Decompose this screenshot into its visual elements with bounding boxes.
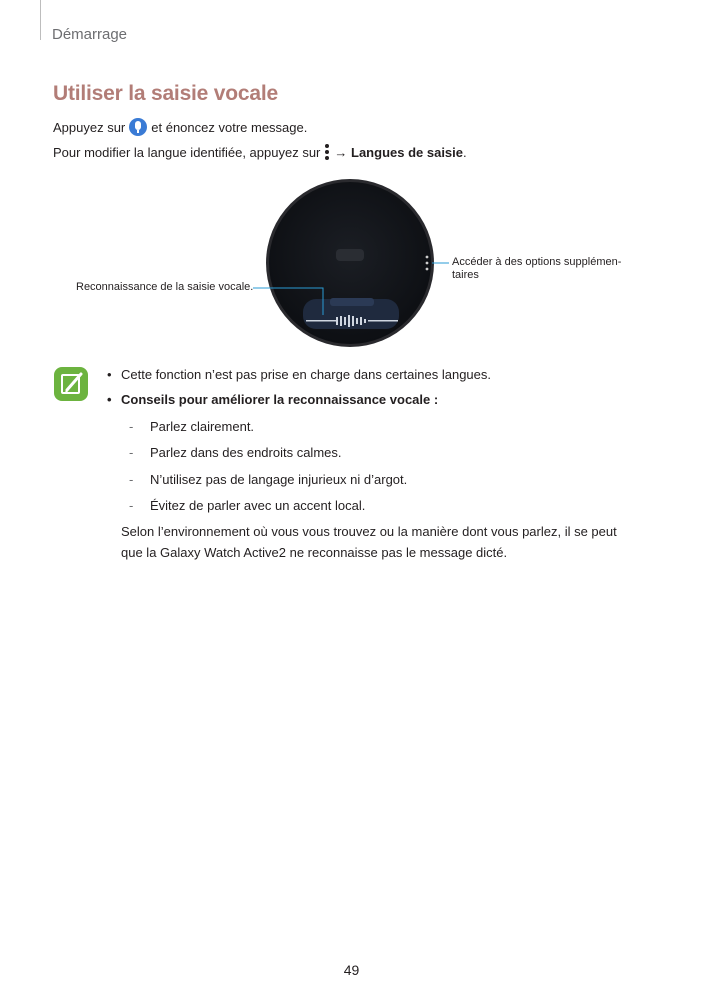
section-header: Démarrage [52,26,128,43]
more-options-icon [324,143,330,161]
tip-text: Parlez clairement. [150,419,255,434]
tip-text: N’utilisez pas de langage injurieux ni d’argot. [150,472,408,487]
note-bullet [107,392,439,407]
bullet-text: Conseils pour améliorer la reconnaissance vocale : [121,392,439,407]
period: . [463,145,467,160]
tip-item [129,419,255,434]
tip-item [129,472,408,487]
note-pencil-icon [54,367,88,401]
callout-voice-recognition: Reconnaissance de la saisie vocale. [76,281,254,293]
tip-item [129,445,342,460]
dash-symbol: - [129,472,134,487]
menu-path: Langues de saisie [351,145,464,160]
note-paragraph: Selon l’environnement où vous vous trouvez ou la manière dont vous parlez, il se peut que la Galaxy Watch Active2 ne reconnaisse pas le message dicté. [121,524,617,560]
note-bullet [107,367,492,382]
instruction-text: Pour modifier la langue identifiée, appuyez sur [53,145,321,160]
instruction-text: et énoncez votre message. [151,120,308,135]
callout-line: taires [452,269,479,281]
callout-more-options [452,256,642,282]
voice-input-highlight [330,298,374,306]
microphone-icon [129,118,147,136]
instruction-line-1 [53,118,307,136]
header-rule [40,0,41,40]
callout-line: Accéder à des options supplémen- [452,256,622,268]
instruction-text: Appuyez sur [53,120,126,135]
dash-symbol: - [129,498,134,513]
page-title: Utiliser la saisie vocale [53,82,278,105]
bullet-text: Cette fonction n’est pas prise en charge dans certaines langues. [121,367,492,382]
tip-text: Parlez dans des endroits calmes. [150,445,342,460]
dash-symbol: - [129,419,134,434]
dash-symbol: - [129,445,134,460]
tip-text: Évitez de parler avec un accent local. [150,498,366,513]
bullet-symbol: • [107,392,112,407]
arrow-symbol: → [334,145,348,160]
bullet-symbol: • [107,367,112,382]
more-options-dots [426,256,429,271]
instruction-line-2 [53,143,467,161]
tip-item [129,498,366,513]
page-number: 49 [343,962,360,978]
blurred-text-placeholder [336,249,364,261]
